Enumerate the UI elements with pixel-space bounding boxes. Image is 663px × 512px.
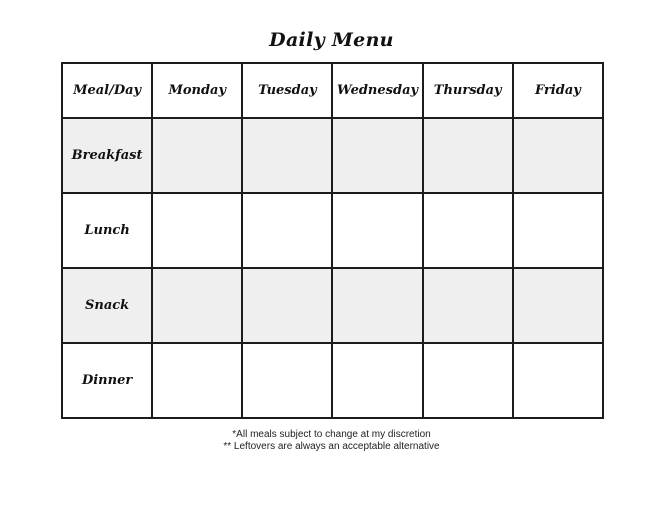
menu-cell: [242, 343, 332, 418]
row-label-breakfast: Breakfast: [62, 118, 152, 193]
menu-cell: [242, 268, 332, 343]
table-row-snack: [62, 268, 603, 343]
menu-cell: [332, 193, 422, 268]
menu-cell: [513, 118, 603, 193]
column-header-monday: Monday: [152, 63, 242, 118]
column-header-wednesday: Wednesday: [332, 63, 422, 118]
menu-cell: [423, 268, 513, 343]
footnote-line-1: *All meals subject to change at my discretion: [232, 429, 431, 440]
page-title: Daily Menu: [269, 29, 394, 51]
menu-cell: [152, 193, 242, 268]
daily-menu-table: [61, 62, 604, 419]
menu-cell: [423, 343, 513, 418]
menu-cell: [242, 118, 332, 193]
column-header-thursday: Thursday: [423, 63, 513, 118]
menu-cell: [152, 343, 242, 418]
menu-cell: [152, 118, 242, 193]
row-label-lunch: Lunch: [62, 193, 152, 268]
menu-cell: [332, 343, 422, 418]
menu-cell: [332, 118, 422, 193]
menu-cell: [332, 268, 422, 343]
table-row-dinner: [62, 343, 603, 418]
table-row-breakfast: [62, 118, 603, 193]
menu-cell: [423, 193, 513, 268]
table-row-lunch: [62, 193, 603, 268]
row-label-snack: Snack: [62, 268, 152, 343]
header-row: [62, 63, 603, 118]
footnote-line-2: ** Leftovers are always an acceptable alternative: [223, 441, 440, 452]
column-header-tuesday: Tuesday: [242, 63, 332, 118]
column-header-friday: Friday: [513, 63, 603, 118]
menu-cell: [513, 343, 603, 418]
row-label-dinner: Dinner: [62, 343, 152, 418]
menu-cell: [423, 118, 513, 193]
menu-cell: [152, 268, 242, 343]
menu-cell: [513, 268, 603, 343]
footnotes: [0, 429, 663, 453]
menu-cell: [513, 193, 603, 268]
column-header-meal-day: Meal/Day: [62, 63, 152, 118]
menu-cell: [242, 193, 332, 268]
